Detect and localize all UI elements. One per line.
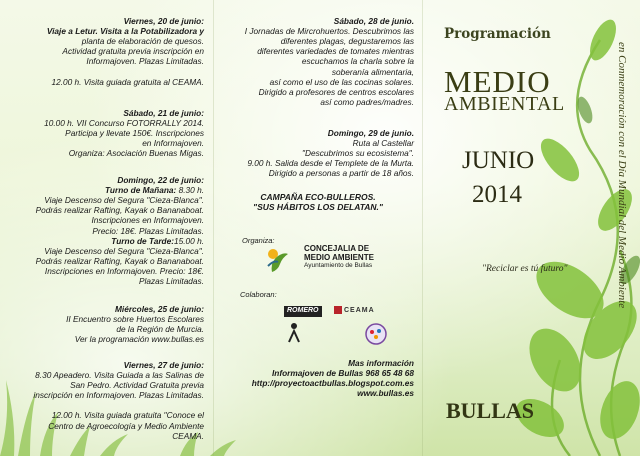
event-date: Domingo, 29 de junio.	[327, 128, 414, 138]
event-date: Viernes, 27 de junio:	[123, 360, 204, 370]
event-line: 9.00 h. Salida desde el Templete de la Murta.	[247, 158, 414, 169]
event-line: II Encuentro sobre Huertos Escolares	[66, 314, 204, 325]
partner-logo-figure	[286, 322, 302, 344]
event-line: Dirigido a personas a partir de 18 años.	[268, 168, 414, 179]
event-line: Podrás realizar Rafting, Kayak o Bananaboat.	[35, 255, 204, 266]
event-line: Plazas Limitadas.	[138, 276, 204, 287]
event-line: 10.00 h. VII Concurso FOTORRALLY 2014.	[44, 118, 204, 129]
campaign-title	[214, 192, 422, 213]
event-wednesday-25	[4, 304, 204, 344]
event-saturday-21	[4, 108, 204, 159]
event-line: CEAMA.	[172, 430, 204, 441]
event-line: Ruta al Castellar	[352, 138, 414, 149]
concejalia-name	[304, 244, 374, 270]
event-line: Inscripciones en Informajoven. Precio: 18€.	[44, 265, 204, 276]
event-saturday-28	[214, 16, 414, 107]
contact-blog-link[interactable]: http://proyectoactbullas.blogspot.com.es	[251, 378, 414, 389]
event-sunday-22	[4, 175, 204, 286]
contact-phone: Informajoven de Bullas 968 65 48 68	[271, 368, 414, 379]
event-line: escuchamos la charla sobre la	[301, 56, 414, 67]
ceama-logo	[334, 306, 375, 315]
year-title: 2014	[472, 181, 522, 208]
event-line: así como el uso de las cocinas solares.	[269, 76, 414, 87]
contact-info	[214, 358, 414, 398]
event-line: soberanía alimentaria,	[331, 66, 414, 77]
event-line: Viaje Descenso del Segura "Cieza-Blanca".	[44, 195, 204, 206]
event-line: Ver la programación www.bullas.es	[74, 334, 204, 345]
shift-label: Turno de Tarde:	[111, 235, 174, 246]
partner-logo-badge	[364, 322, 388, 346]
slogan: "Reciclar es tú futuro"	[482, 264, 568, 274]
spacer	[4, 400, 204, 410]
event-date: Sábado, 21 de junio:	[123, 108, 204, 118]
ceama-mark-icon	[334, 306, 342, 314]
event-line: Viaje Descenso del Segura "Cieza-Blanca".	[44, 245, 204, 256]
event-line: en Informajoven.	[142, 138, 204, 149]
shift-label: Turno de Mañana:	[105, 185, 177, 196]
shift-time: 8.30 h.	[178, 185, 204, 196]
town-title: BULLAS	[446, 398, 535, 423]
event-line: Viaje a Letur. Visita a la Potabilizadora y	[46, 26, 204, 37]
ceama-text: CEAMA	[344, 306, 375, 314]
event-line: inscripción en Informajoven. Plazas Limitadas.	[33, 390, 204, 401]
column-schedule-2	[214, 0, 422, 456]
event-line: Actividad gratuita previa inscripción en	[62, 46, 204, 57]
event-line: I Jornadas de Mircrohuertos. Descubrimos las	[244, 26, 414, 37]
ambiental-title: AMBIENTAL	[444, 93, 565, 115]
event-date: Miércoles, 25 de junio:	[115, 304, 204, 314]
programacion-title: Programación	[444, 26, 551, 42]
medio-title: MEDIO	[444, 64, 551, 99]
org-name-line-2: MEDIO AMBIENTE	[304, 253, 374, 263]
event-friday-27	[4, 360, 204, 441]
event-line: San Pedro. Actividad Gratuita previa	[70, 380, 204, 391]
spacer	[4, 67, 204, 77]
event-friday-20	[4, 16, 204, 87]
event-line: planta de elaboración de quesos.	[81, 36, 204, 47]
contact-line: Mas información	[348, 358, 414, 368]
shift-time: 15.00 h.	[174, 235, 204, 246]
contact-website-link[interactable]: www.bullas.es	[357, 388, 414, 399]
event-line: Precio: 18€. Plazas Limitadas.	[92, 225, 204, 236]
event-line: así como padres/madres.	[320, 96, 414, 107]
campaign-line-1: CAMPAÑA ECO-BULLEROS.	[260, 192, 376, 202]
concejalia-logo	[264, 246, 290, 272]
event-date: Sábado, 28 de junio.	[333, 16, 414, 26]
event-date: Viernes, 20 de junio:	[123, 16, 204, 26]
romero-logo: ROMERO	[284, 306, 322, 317]
event-line: Podrás realizar Rafting, Kayak o Bananaboat.	[35, 205, 204, 216]
event-line: de la Región de Murcia.	[116, 324, 204, 335]
event-line: 8.30 Apeadero. Visita Guiada a las Salinas de	[35, 370, 204, 381]
event-line: 12.00 h. Visita guiada gratuita al CEAMA.	[51, 76, 204, 87]
event-line: Dirigido a profesores de centros escolares	[258, 86, 414, 97]
event-line: diferentes plagas, degustaremos las	[280, 36, 414, 47]
org-name-line-1: CONCEJALIA DE	[304, 244, 370, 253]
colaboran-label: Colaboran:	[240, 290, 277, 299]
organiza-label: Organiza:	[242, 236, 275, 245]
event-line: Organiza: Asociación Buenas Migas.	[68, 148, 204, 159]
event-line: Informajoven. Plazas Limitadas.	[86, 56, 204, 67]
month-title: JUNIO	[462, 147, 535, 174]
event-line: 12.00 h. Visita guiada gratuita "Conoce el	[51, 410, 204, 421]
org-subtitle: Ayuntamiento de Bullas	[304, 262, 373, 270]
event-line: Inscripciones en Informajoven.	[91, 215, 204, 226]
event-date: Domingo, 22 de junio:	[117, 175, 204, 185]
column-schedule-1	[0, 0, 213, 456]
event-line: Centro de Agroecología y Medio Ambiente	[48, 420, 204, 431]
cover-panel	[422, 0, 640, 456]
event-line: Participa y llevate 150€. Inscripciones	[65, 128, 204, 139]
event-line: "Descubrimos su ecosistema".	[302, 148, 414, 159]
event-line: diferentes variedades de tomates mientras	[257, 46, 414, 57]
event-sunday-29	[214, 128, 414, 179]
vertical-subtitle: en Conmemoración con el Día Mundial del Medio Ambiente	[616, 42, 628, 309]
campaign-line-2: "SUS HÁBITOS LOS DELATAN."	[253, 202, 383, 213]
